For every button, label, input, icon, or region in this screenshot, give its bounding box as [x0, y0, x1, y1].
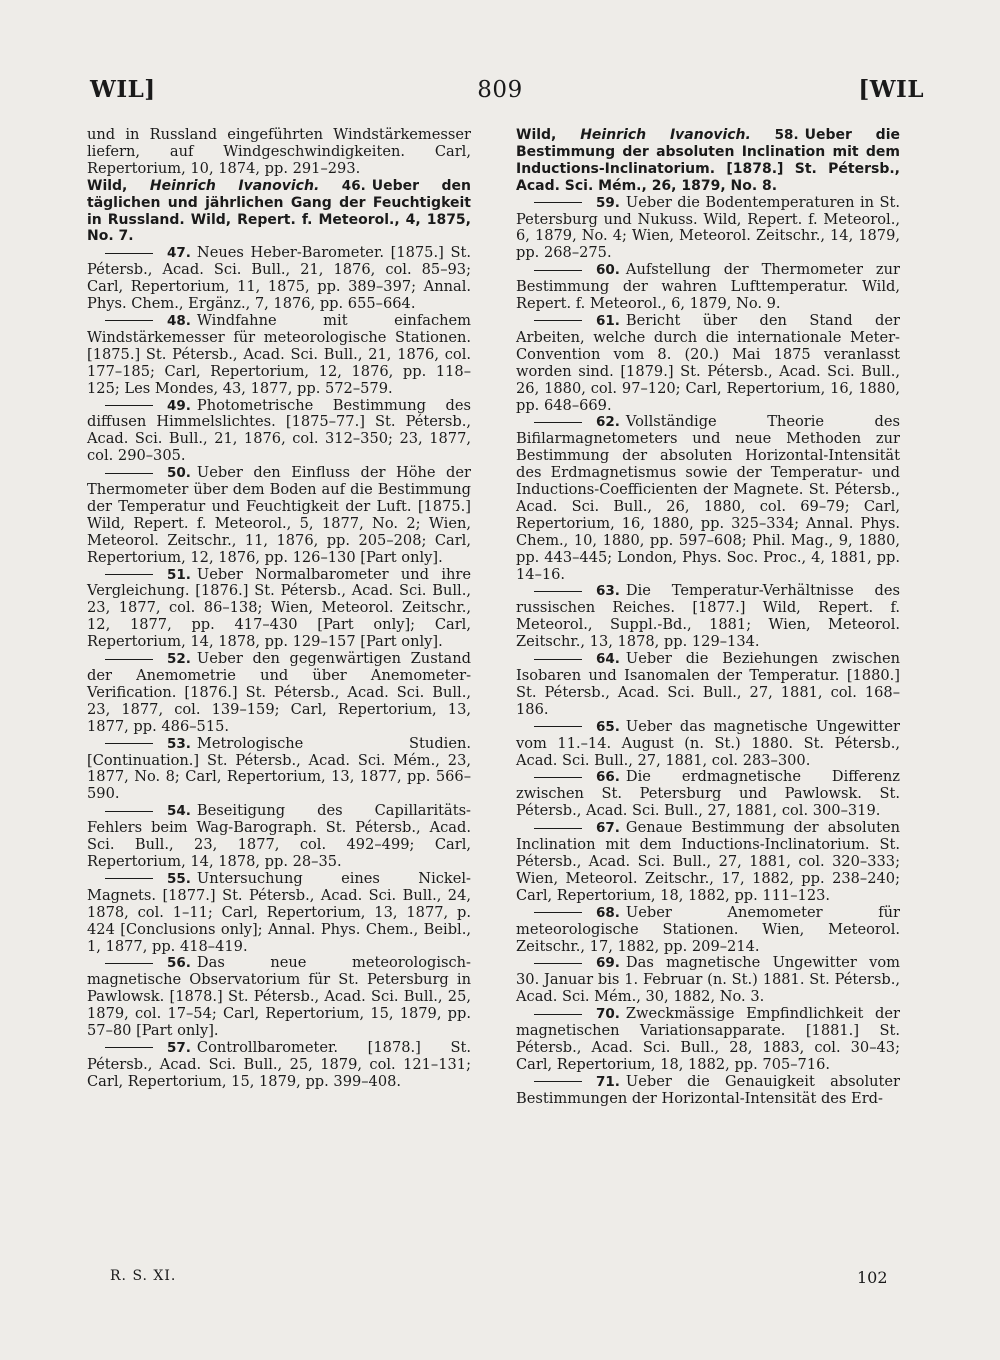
- entry-text: Genaue Bestimmung der absoluten Inclination mit dem Inductions-Inclinatorium. St. Pétersb., Acad. Sci. Bull., 27, 1881, col. 320–333; Wien, Meteorol. Zeitschr., 17, 1882, pp. 238–240; Carl, Repertorium, 18, 1882, pp. 111–123.: [516, 819, 900, 904]
- entry-text: Metrologische Studien. [Continuation.] St. Pétersb., Acad. Sci. Mém., 23, 1877, No. 8; Carl, Repertorium, 13, 1877, pp. 566–590.: [87, 734, 471, 803]
- entry-text: Ueber den täglichen und jährlichen Gang der Feuchtigkeit in Russland. Wild, Repert. f. Meteorol., 4, 1875, No. 7.: [87, 177, 472, 245]
- page-number: 809: [477, 77, 523, 103]
- ditto-rule: [534, 1014, 582, 1015]
- entry-number: 71.: [596, 1073, 620, 1090]
- author-name: Wild,: [516, 127, 557, 143]
- entry-text: Ueber Anemometer für meteorologische Stationen. Wien, Meteorol. Zeitschr., 17, 1882, pp. 209–214.: [516, 903, 900, 955]
- entry-number: 65.: [596, 718, 620, 735]
- entry-number: 61.: [596, 312, 620, 329]
- entry-text: Aufstellung der Thermometer zur Bestimmung der wahren Lufttemperatur. Wild, Repert. f. Meteorol., 6, 1879, No. 9.: [516, 261, 900, 313]
- author-given-names: Heinrich Ivanovich.: [149, 177, 320, 194]
- ditto-rule: [105, 473, 153, 474]
- entry-number: 59.: [596, 194, 620, 211]
- ditto-rule: [534, 828, 582, 829]
- entry-number: 50.: [167, 465, 191, 482]
- entry-text: Ueber den Einfluss der Höhe der Thermometer über dem Boden auf die Bestimmung der Temperatur und Feuchtigkeit der Luft. [1875.] Wild, Repert. f. Meteorol., 5, 1877, No. 2; Wien, Meteorol. Zeitschr., 11, 1876, pp. 205–208; Carl, Repertorium, 12, 1876, pp. 126–130 [Part only].: [87, 464, 471, 566]
- entry-number: 69.: [596, 955, 620, 972]
- signature-mark: R. S. XI.: [110, 1268, 177, 1284]
- entry-text: Windfahne mit einfachem Windstärkemesser für meteorologische Stationen. [1875.] St. Pétersb., Acad. Sci. Bull., 21, 1876, col. 177–185; Carl, Repertorium, 12, 1876, pp. 118–125; Les Mondes, 43, 1877, pp. 572–579.: [87, 311, 471, 397]
- bibliography-entry: [516, 1006, 900, 1074]
- entry-text: Das neue meteorologisch-magnetische Observatorium für St. Petersburg in Pawlowsk. [1878.] St. Pétersb., Acad. Sci. Bull., 25, 1879, col. 17–54; Carl, Repertorium, 15, 1879, pp. 57–80 [Part only].: [87, 954, 471, 1040]
- ditto-rule: [534, 422, 582, 423]
- ditto-rule: [105, 405, 153, 406]
- entry-number: 46.: [341, 177, 366, 194]
- ditto-rule: [534, 320, 582, 321]
- entry-text: Die erdmagnetische Differenz zwischen St. Petersburg und Pawlowsk. St. Pétersb., Acad. Sci. Bull., 27, 1881, col. 300–319.: [516, 768, 900, 820]
- entry-number: 49.: [167, 397, 191, 414]
- bibliography-entry: [87, 736, 471, 804]
- ditto-rule: [534, 202, 582, 203]
- ditto-rule: [534, 270, 582, 271]
- bibliography-entry: [516, 127, 900, 195]
- entry-number: 67.: [596, 820, 620, 837]
- bibliography-entry: [87, 245, 471, 313]
- ditto-rule: [534, 963, 582, 964]
- bibliography-entry: [87, 398, 471, 466]
- entry-text: Ueber das magnetische Ungewitter vom 11.–14. August (n. St.) 1880. St. Pétersb., Acad. Sci. Bull., 27, 1881, col. 283–300.: [516, 717, 900, 769]
- entry-number: 54.: [167, 803, 191, 820]
- entry-number: 47.: [167, 245, 191, 262]
- bibliography-entry: [516, 414, 900, 583]
- entry-text: Vollständige Theorie des Bifilarmagnetometers und neue Methoden zur Bestimmung der absoluten Horizontal-Intensität des Erdmagnetismus sowie der Temperatur- und Inductions-Coefficienten der Magnete. St. Pétersb., Acad. Sci. Bull., 26, 1880, col. 69–79; Carl, Repertorium, 16, 1880, pp. 325–334; Annal. Phys. Chem., 10, 1880, pp. 597–608; Phil. Mag., 9, 1880, pp. 443–445; London, Phys. Soc. Proc., 4, 1881, pp. 14–16.: [516, 413, 900, 583]
- bibliography-entry: [516, 905, 900, 956]
- left-column: [87, 127, 471, 1091]
- entry-number: 55.: [167, 870, 191, 887]
- entry-text: Beseitigung des Capillaritäts-Fehlers beim Wag-Barograph. St. Pétersb., Acad. Sci. Bull., 23, 1877, col. 492–499; Carl, Repertorium, 14, 1878, pp. 28–35.: [87, 802, 471, 870]
- entry-number: 53.: [167, 735, 191, 752]
- bibliography-entry: [516, 820, 900, 905]
- entry-text: Photometrische Bestimmung des diffusen Himmelslichtes. [1875–77.] St. Pétersb., Acad. Sci. Bull., 21, 1876, col. 312–350; 23, 1877, col. 290–305.: [87, 396, 471, 465]
- ditto-rule: [534, 777, 582, 778]
- ditto-rule: [534, 1081, 582, 1082]
- bibliography-entry: [87, 1040, 471, 1091]
- entry-number: 68.: [596, 904, 620, 921]
- right-column: [516, 127, 900, 1108]
- entry-text: Untersuchung eines Nickel-Magnets. [1877.] St. Pétersb., Acad. Sci. Bull., 24, 1878, col. 1–11; Carl, Repertorium, 13, 1877, p. 424 [Conclusions only]; Annal. Phys. Chem., Beibl., 1, 1877, pp. 418–419.: [87, 869, 471, 955]
- ditto-rule: [105, 811, 153, 812]
- entry-text: Die Temperatur-Verhältnisse des russischen Reiches. [1877.] Wild, Repert. f. Meteorol., Suppl.-Bd., 1881; Wien, Meteorol. Zeitschr., 13, 1878, pp. 129–134.: [516, 582, 900, 651]
- bibliography-entry: [516, 583, 900, 651]
- entry-number: 66.: [596, 769, 620, 786]
- entry-text: Ueber die Beziehungen zwischen Isobaren und Isanomalen der Temperatur. [1880.] St. Pétersb., Acad. Sci. Bull., 27, 1881, col. 168–186.: [516, 650, 900, 718]
- entry-number: 62.: [596, 414, 620, 431]
- ditto-rule: [534, 659, 582, 660]
- entry-number: 52.: [167, 651, 191, 668]
- bibliography-entry: [516, 769, 900, 820]
- bibliography-entry: [516, 195, 900, 263]
- bibliography-entry: [87, 465, 471, 566]
- entry-text: Ueber die Bodentemperaturen in St. Petersburg und Nukuss. Wild, Repert. f. Meteorol., 6, 1879, No. 4; Wien, Meteorol. Zeitschr., 14, 1879, pp. 268–275.: [516, 193, 900, 262]
- entry-text: Bericht über den Stand der Arbeiten, welche durch die internationale Meter-Convention vom 8. (20.) Mai 1875 veranlasst worden sind. [1879.] St. Pétersb., Acad. Sci. Bull., 26, 1880, col. 97–120; Carl, Repertorium, 16, 1880, pp. 648–669.: [516, 311, 900, 414]
- running-head-left: WIL]: [90, 76, 156, 103]
- bibliography-entry: [87, 955, 471, 1040]
- bibliography-entry: [87, 567, 471, 652]
- entry-number: 58.: [774, 127, 799, 143]
- entry-number: 57.: [167, 1039, 191, 1056]
- entry-number: 51.: [167, 566, 191, 583]
- entry-text: Ueber die Bestimmung der absoluten Inclination mit dem Inductions-Inclinatorium. [1878.] St. Pétersb., Acad. Sci. Mém., 26, 1879, No. 8.: [516, 127, 900, 194]
- entry-text: Ueber die Genauigkeit absoluter Bestimmungen der Horizontal-Intensität des Erd-: [516, 1072, 900, 1107]
- ditto-rule: [534, 726, 582, 727]
- bibliography-entry: [87, 127, 471, 178]
- entry-number: 70.: [596, 1006, 620, 1023]
- bibliography-entry: [87, 871, 471, 956]
- author-given-names: Heinrich Ivanovich.: [580, 127, 751, 143]
- ditto-rule: [534, 912, 582, 913]
- entry-text: Zweckmässige Empfindlichkeit der magnetischen Variationsapparate. [1881.] St. Pétersb., Acad. Sci. Bull., 28, 1883, col. 30–43; Carl, Repertorium, 18, 1882, pp. 705–716.: [516, 1005, 900, 1073]
- entry-number: 63.: [596, 583, 620, 600]
- bibliography-entry: [516, 313, 900, 414]
- bibliography-entry: [516, 262, 900, 313]
- ditto-rule: [105, 743, 153, 744]
- bibliography-entry: [87, 803, 471, 871]
- bibliography-entry: [516, 719, 900, 770]
- ditto-rule: [105, 320, 153, 321]
- running-head-right: [WIL: [858, 76, 924, 103]
- bibliography-entry: [87, 651, 471, 736]
- sheet-number: 102: [857, 1268, 888, 1287]
- bibliography-entry: [87, 178, 471, 246]
- entry-number: 56.: [167, 955, 191, 972]
- entry-text: Ueber Normalbarometer und ihre Vergleichung. [1876.] St. Pétersb., Acad. Sci. Bull., 23, 1877, col. 86–138; Wien, Meteorol. Zeitschr., 12, 1877, pp. 417–430 [Part only]; Carl, Repertorium, 14, 1878, pp. 129–157 [Part only].: [87, 565, 471, 651]
- ditto-rule: [105, 1047, 153, 1048]
- bibliography-entry: [87, 313, 471, 398]
- ditto-rule: [105, 878, 153, 879]
- bibliography-entry: [516, 1074, 900, 1108]
- entry-number: 60.: [596, 262, 620, 279]
- entry-text: Das magnetische Ungewitter vom 30. Januar bis 1. Februar (n. St.) 1881. St. Pétersb., Acad. Sci. Mém., 30, 1882, No. 3.: [516, 954, 900, 1006]
- entry-text: und in Russland eingeführten Windstärkemesser liefern, auf Windgeschwindigkeiten. Carl, Repertorium, 10, 1874, pp. 291–293.: [87, 126, 471, 177]
- bibliography-entry: [516, 651, 900, 719]
- entry-number: 64.: [596, 651, 620, 668]
- bibliography-entry: [516, 955, 900, 1006]
- ditto-rule: [105, 659, 153, 660]
- entry-text: Controllbarometer. [1878.] St. Pétersb., Acad. Sci. Bull., 25, 1879, col. 121–131; Carl, Repertorium, 15, 1879, pp. 399–408.: [87, 1038, 471, 1090]
- author-name: Wild,: [87, 177, 128, 194]
- ditto-rule: [105, 963, 153, 964]
- entry-number: 48.: [167, 312, 191, 329]
- ditto-rule: [105, 574, 153, 575]
- ditto-rule: [105, 253, 153, 254]
- ditto-rule: [534, 591, 582, 592]
- entry-text: Neues Heber-Barometer. [1875.] St. Pétersb., Acad. Sci. Bull., 21, 1876, col. 85–93; Carl, Repertorium, 11, 1875, pp. 389–397; Annal. Phys. Chem., Ergänz., 7, 1876, pp. 655–664.: [87, 244, 471, 313]
- entry-text: Ueber den gegenwärtigen Zustand der Anemometrie und über Anemometer-Verification. [1876.] St. Pétersb., Acad. Sci. Bull., 23, 1877, col. 139–159; Carl, Repertorium, 13, 1877, pp. 486–515.: [87, 650, 471, 735]
